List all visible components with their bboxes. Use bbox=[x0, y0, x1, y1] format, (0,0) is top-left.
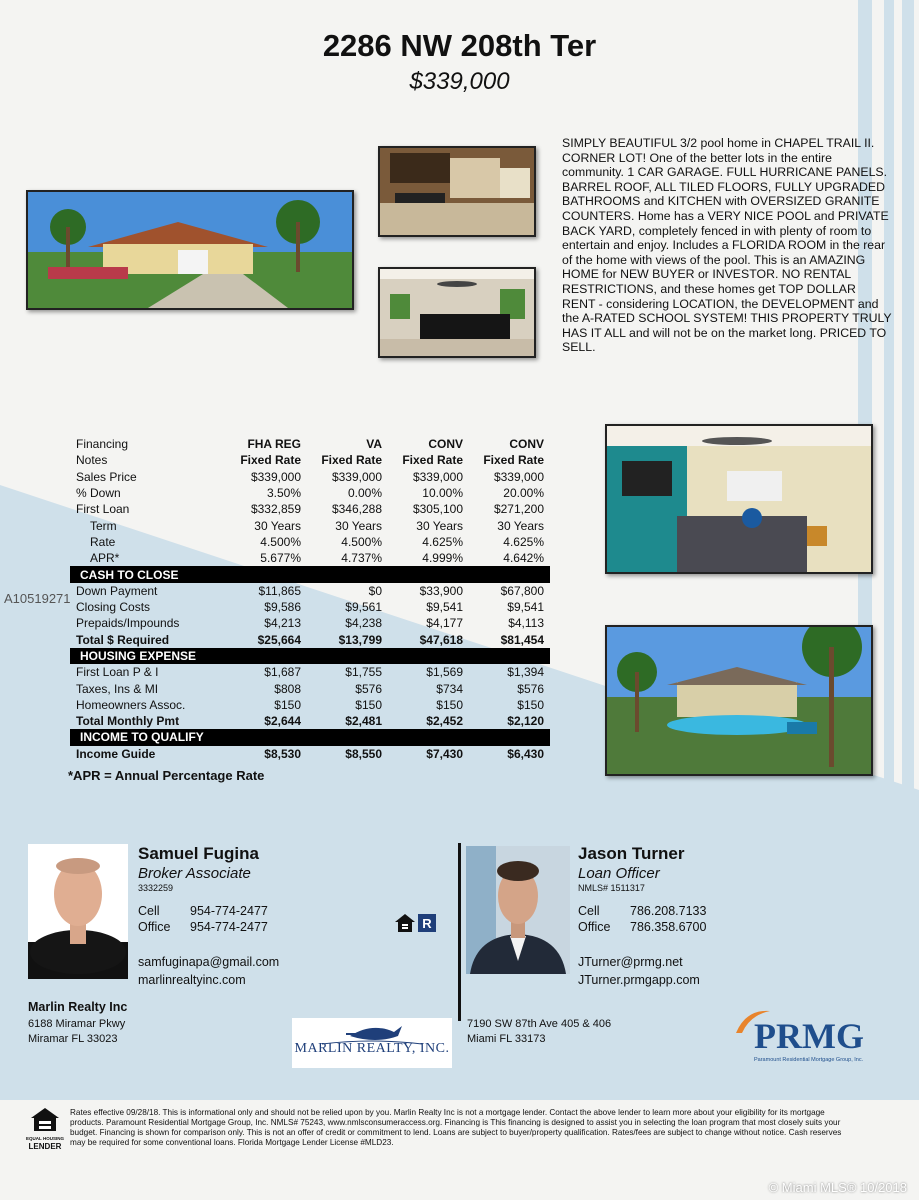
table-cell: $150 bbox=[274, 697, 301, 712]
table-cell: $8,530 bbox=[264, 746, 301, 761]
equal-housing-lender-logo bbox=[24, 1107, 66, 1151]
lender-online bbox=[578, 953, 700, 989]
table-cell: 4.625% bbox=[422, 534, 463, 549]
table-cell: $339,000 bbox=[412, 469, 463, 484]
row-label: Rate bbox=[90, 534, 116, 549]
section-title: CASH TO CLOSE bbox=[70, 566, 550, 582]
table-cell: $9,541 bbox=[426, 600, 463, 615]
table-cell: 3.50% bbox=[266, 486, 301, 501]
equal-housing-realtor-icons bbox=[395, 913, 437, 933]
equal-housing-text: EQUAL HOUSING bbox=[26, 1136, 64, 1141]
row-label: Down Payment bbox=[76, 583, 158, 598]
lender-name: Jason Turner bbox=[578, 844, 685, 863]
table-cell: Fixed Rate bbox=[240, 453, 301, 468]
prmg-logo-text: PRMG bbox=[754, 1016, 864, 1056]
apr-footnote: *APR = Annual Percentage Rate bbox=[68, 768, 265, 783]
lender-email-link[interactable]: JTurner@prmg.net bbox=[578, 955, 683, 969]
row-label: First Loan P & I bbox=[76, 665, 159, 680]
table-cell: $150 bbox=[355, 697, 382, 712]
table-cell: $2,481 bbox=[345, 714, 382, 729]
section-title: INCOME TO QUALIFY bbox=[70, 729, 550, 745]
agent-email-link[interactable]: samfuginapa@gmail.com bbox=[138, 955, 280, 969]
table-row bbox=[70, 485, 550, 501]
table-cell: Fixed Rate bbox=[402, 453, 463, 468]
table-cell: 30 Years bbox=[416, 518, 463, 533]
table-cell: $1,394 bbox=[507, 665, 544, 680]
table-cell: CONV bbox=[509, 437, 544, 452]
table-row bbox=[70, 501, 550, 517]
vertical-divider bbox=[458, 843, 461, 1021]
lender-office-phone[interactable]: 786.358.6700 bbox=[630, 919, 707, 934]
table-cell: $9,561 bbox=[345, 600, 382, 615]
table-cell: FHA REG bbox=[247, 437, 301, 452]
table-cell: 0.00% bbox=[347, 486, 382, 501]
table-cell: 5.677% bbox=[260, 551, 301, 566]
table-cell: $47,618 bbox=[419, 632, 463, 647]
table-row bbox=[70, 550, 550, 566]
table-cell: $9,541 bbox=[507, 600, 544, 615]
marlin-realty-logo bbox=[292, 1018, 452, 1068]
agent-title: Broker Associate bbox=[138, 865, 251, 882]
row-label: Term bbox=[90, 518, 117, 533]
table-cell: $11,865 bbox=[258, 583, 301, 598]
table-cell: 4.999% bbox=[422, 551, 463, 566]
table-cell: $8,550 bbox=[345, 746, 382, 761]
table-row bbox=[70, 534, 550, 550]
table-row bbox=[70, 680, 550, 696]
table-cell: $1,569 bbox=[426, 665, 463, 680]
table-cell: $67,800 bbox=[500, 583, 544, 598]
row-label: First Loan bbox=[76, 502, 130, 517]
lender-website-link[interactable]: JTurner.prmgapp.com bbox=[578, 973, 700, 987]
table-cell: $2,644 bbox=[264, 714, 301, 729]
lender-cell-phone[interactable]: 786.208.7133 bbox=[630, 904, 707, 918]
row-label: Financing bbox=[76, 437, 129, 452]
kitchen-photo bbox=[378, 146, 536, 237]
copyright-notice: © Miami MLS® 10/2018 bbox=[768, 1180, 907, 1195]
table-row-total bbox=[70, 632, 550, 648]
agent-company: Marlin Realty Inc bbox=[28, 1000, 128, 1014]
lender-address-line2: Miami FL 33173 bbox=[467, 1033, 546, 1045]
table-row bbox=[70, 469, 550, 485]
row-label: Total Monthly Pmt bbox=[76, 714, 180, 729]
agent-online bbox=[138, 953, 279, 989]
table-cell: $332,859 bbox=[250, 502, 301, 517]
table-cell: $4,213 bbox=[264, 616, 301, 631]
table-cell: $13,799 bbox=[338, 632, 382, 647]
agent-contact bbox=[138, 904, 268, 935]
table-cell: $305,100 bbox=[412, 502, 463, 517]
agent-office-address bbox=[28, 1000, 127, 1047]
table-cell: $734 bbox=[436, 681, 463, 696]
section-header-housing-expense bbox=[70, 648, 550, 664]
table-cell: $339,000 bbox=[493, 469, 544, 484]
prmg-logo bbox=[732, 1005, 882, 1067]
lender-cell-label: Cell bbox=[578, 904, 600, 918]
table-row bbox=[70, 746, 550, 762]
row-label: Prepaids/Impounds bbox=[76, 616, 180, 631]
table-cell: $576 bbox=[517, 681, 544, 696]
bedroom-photo bbox=[605, 424, 873, 574]
row-label: Income Guide bbox=[76, 746, 156, 761]
table-cell: $339,000 bbox=[250, 469, 301, 484]
equal-housing-icon bbox=[30, 1107, 60, 1131]
row-label: APR* bbox=[90, 551, 120, 566]
table-cell: Fixed Rate bbox=[321, 453, 382, 468]
table-cell: $7,430 bbox=[426, 746, 463, 761]
table-cell: 10.00% bbox=[422, 486, 463, 501]
agent-cell-phone[interactable]: 954-774-2477 bbox=[190, 904, 268, 918]
table-cell: $576 bbox=[355, 681, 382, 696]
table-cell: $150 bbox=[517, 697, 544, 712]
agent-address-line1: 6188 Miramar Pkwy bbox=[28, 1018, 126, 1030]
table-cell: $4,177 bbox=[426, 616, 463, 631]
table-row bbox=[70, 452, 550, 468]
disclaimer-text: Rates effective 09/28/18. This is informational only and should not be relied upon by you. Marlin Realty Inc is not a mortgage lender. Contact the above lender to learn more about your eligibility for its mortgage products. Paramount Residential Mortgage Group, Inc. NMLS# 75243, www.nmlsconsumeraccess.org. Financing is This financing is designed to assist you in selecting the loan program that most closely suits your budget. Financing is shown for comparison only. This is not an offer of credit or commitment to lend. Loans are subject to buyer/property qualification. Rates/fees are subject to change without notice. Cash reserves may be required for some conventional loans. Florida Mortgage Lender License #MLD23. bbox=[70, 1108, 842, 1147]
lender-contact bbox=[578, 904, 706, 935]
table-cell: $4,113 bbox=[508, 616, 544, 631]
table-row bbox=[70, 517, 550, 533]
table-cell: VA bbox=[366, 437, 382, 452]
table-row bbox=[70, 583, 550, 599]
table-cell: $0 bbox=[368, 583, 382, 598]
table-cell: 30 Years bbox=[335, 518, 382, 533]
table-cell: $6,430 bbox=[507, 746, 544, 761]
agent-address-line2: Miramar FL 33023 bbox=[28, 1033, 118, 1045]
table-cell: $1,687 bbox=[264, 665, 301, 680]
house-exterior-photo bbox=[26, 190, 354, 310]
table-cell: 30 Years bbox=[497, 518, 544, 533]
table-cell: $339,000 bbox=[331, 469, 382, 484]
lender-address-line1: 7190 SW 87th Ave 405 & 406 bbox=[467, 1018, 612, 1030]
svg-text:R: R bbox=[422, 916, 432, 931]
table-cell: $33,900 bbox=[419, 583, 463, 598]
marlin-logo-text: MARLIN REALTY, INC. bbox=[294, 1041, 450, 1056]
listing-description: SIMPLY BEAUTIFUL 3/2 pool home in CHAPEL TRAIL II. CORNER LOT! One of the better lots in the entire community. 1 CAR GARAGE. FULL HURRICANE PANELS. BARREL ROOF, ALL TILED FLOORS, FULLY UPGRADED BATHROOMS and KITCHEN with OVERSIZED GRANITE COUNTERS. Home has a VERY NICE POOL and PRIVATE BACK YARD, completely fenced in with plenty of room to entertain and enjoy. Includes a FLORIDA ROOM in the rear of the home with views of the pool. This is an AMAZING HOME for NEW BUYER or INVESTOR. NO RENTAL RESTRICTIONS, and these homes get TOP DOLLAR RENT - considering LOCATION, the DEVELOPMENT and the A-RATED SCHOOL SYSTEM! THIS PROPERTY TRULY HAS IT ALL and will not be on the market long. PRICED TO SELL. bbox=[562, 136, 892, 355]
table-cell: $1,755 bbox=[345, 665, 382, 680]
row-label: Sales Price bbox=[76, 469, 137, 484]
row-label: Notes bbox=[76, 453, 108, 468]
table-cell: $81,454 bbox=[500, 632, 544, 647]
pool-photo bbox=[605, 625, 873, 776]
table-row-total bbox=[70, 713, 550, 729]
table-cell: 20.00% bbox=[503, 486, 544, 501]
lender-avatar bbox=[466, 846, 570, 974]
listing-address: 2286 NW 208th Ter bbox=[322, 28, 597, 63]
mls-id: A10519271 bbox=[4, 591, 71, 606]
lender-office-address bbox=[467, 1017, 611, 1047]
lender-license: NMLS# 1511317 bbox=[578, 883, 645, 893]
row-label: Total $ Required bbox=[76, 632, 170, 647]
table-cell: 4.642% bbox=[503, 551, 544, 566]
table-cell: $150 bbox=[436, 697, 463, 712]
row-label: Taxes, Ins & MI bbox=[76, 681, 159, 696]
table-cell: CONV bbox=[428, 437, 463, 452]
table-cell: $2,120 bbox=[507, 714, 544, 729]
table-cell: 30 Years bbox=[254, 518, 301, 533]
agent-license: 3332259 bbox=[138, 883, 174, 893]
table-cell: $9,586 bbox=[264, 600, 301, 615]
table-cell: 4.737% bbox=[341, 551, 382, 566]
agent-website-link[interactable]: marlinrealtyinc.com bbox=[138, 973, 246, 987]
row-label: Closing Costs bbox=[76, 600, 151, 615]
section-header-income bbox=[70, 729, 550, 745]
agent-office-label: Office bbox=[138, 919, 171, 934]
row-label: % Down bbox=[76, 486, 121, 501]
financing-table bbox=[70, 436, 550, 762]
table-cell: $25,664 bbox=[257, 632, 301, 647]
table-cell: $271,200 bbox=[493, 502, 544, 517]
living-room-photo bbox=[378, 267, 536, 358]
listing-price: $339,000 bbox=[409, 68, 510, 95]
table-cell: Fixed Rate bbox=[483, 453, 544, 468]
table-cell: $808 bbox=[274, 681, 301, 696]
agent-cell-label: Cell bbox=[138, 904, 160, 918]
table-row bbox=[70, 436, 550, 452]
prmg-logo-subtext: Paramount Residential Mortgage Group, Inc. bbox=[754, 1057, 864, 1063]
lender-office-label: Office bbox=[578, 919, 611, 934]
table-row bbox=[70, 615, 550, 631]
agent-name: Samuel Fugina bbox=[138, 844, 259, 863]
table-cell: 4.625% bbox=[503, 534, 544, 549]
table-row bbox=[70, 599, 550, 615]
table-cell: $346,288 bbox=[331, 502, 382, 517]
table-row bbox=[70, 664, 550, 680]
section-header-cash-to-close bbox=[70, 566, 550, 582]
table-cell: 4.500% bbox=[341, 534, 382, 549]
lender-title: Loan Officer bbox=[578, 865, 660, 882]
agent-avatar bbox=[28, 844, 128, 979]
section-title: HOUSING EXPENSE bbox=[70, 648, 550, 664]
table-cell: $2,452 bbox=[426, 714, 463, 729]
row-label: Homeowners Assoc. bbox=[76, 697, 186, 712]
agent-office-phone[interactable]: 954-774-2477 bbox=[190, 919, 268, 934]
table-cell: 4.500% bbox=[260, 534, 301, 549]
table-cell: $4,238 bbox=[345, 616, 382, 631]
table-row bbox=[70, 697, 550, 713]
lender-text: LENDER bbox=[28, 1142, 62, 1151]
